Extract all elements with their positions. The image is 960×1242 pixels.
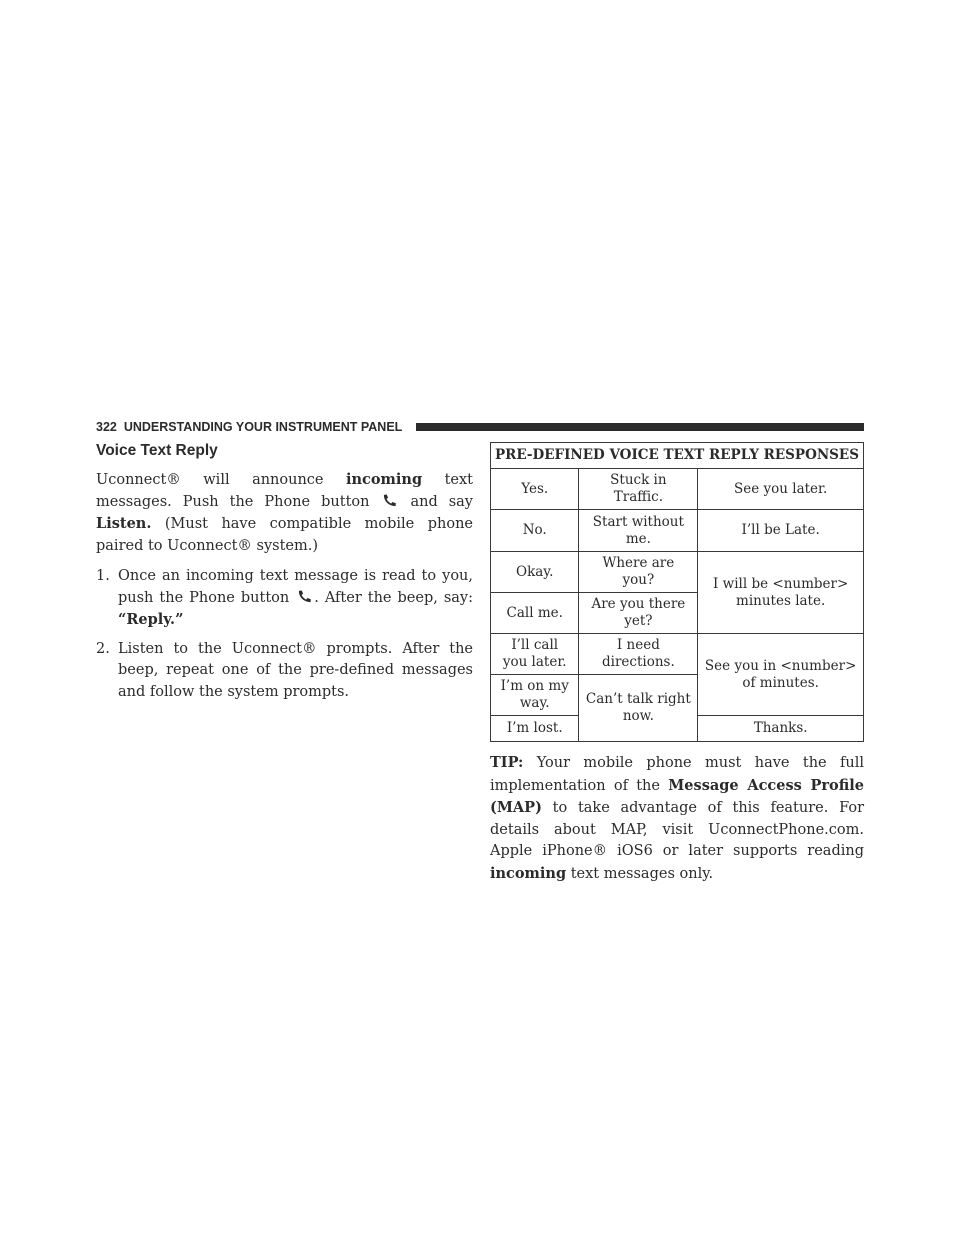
step-1-text-2: . After the beep, say: xyxy=(314,589,474,606)
steps-list xyxy=(96,566,473,703)
table-cell: Can’t talk right now. xyxy=(579,675,698,742)
list-item xyxy=(96,639,473,704)
table-cell: I need directions. xyxy=(579,634,698,675)
intro-text-2: text messages. Push the Phone button xyxy=(96,472,473,510)
table-cell: I’ll be Late. xyxy=(698,510,864,552)
table-row xyxy=(491,552,864,593)
section-heading: Voice Text Reply xyxy=(96,442,218,459)
right-column xyxy=(490,442,864,885)
intro-bold-incoming: incoming xyxy=(346,471,423,488)
page-header xyxy=(96,420,864,434)
page-number: 322 xyxy=(96,420,117,434)
step-1-bold-reply: “Reply.” xyxy=(118,611,184,628)
table-cell: I’m lost. xyxy=(491,716,579,742)
phone-icon xyxy=(297,590,312,603)
tip-bold-map: Message Access Profile (MAP) xyxy=(490,776,864,816)
table-row xyxy=(491,469,864,510)
header-rule xyxy=(416,423,864,431)
table-row xyxy=(491,634,864,675)
table-cell: See you in <number> of minutes. xyxy=(698,634,864,716)
intro-text-3: and say xyxy=(399,493,474,510)
table-cell: Call me. xyxy=(491,593,579,634)
intro-bold-listen: Listen. xyxy=(96,515,152,532)
voice-text-reply-section xyxy=(96,441,473,710)
table-cell: Where are you? xyxy=(579,552,698,593)
step-text xyxy=(118,566,473,632)
table-cell: Are you there yet? xyxy=(579,593,698,634)
tip-bold-incoming: incoming xyxy=(490,864,567,882)
step-number: 1. xyxy=(96,568,110,584)
tip-paragraph xyxy=(490,752,864,885)
phone-icon xyxy=(382,494,397,507)
section-title: UNDERSTANDING YOUR INSTRUMENT PANEL xyxy=(123,420,403,434)
step-text: Listen to the Uconnect® prompts. After the beep, repeat one of the pre-defined messages and follow the system prompts. xyxy=(118,640,473,700)
tip-text-2: to take advantage of this feature. For details about MAP, visit UconnectPhone.com. Apple iPhone® iOS6 or later supports reading xyxy=(490,800,864,859)
list-item xyxy=(96,566,473,632)
intro-paragraph xyxy=(96,469,473,557)
table-row xyxy=(491,510,864,552)
table-cell: Okay. xyxy=(491,552,579,593)
tip-text-3: text messages only. xyxy=(566,865,714,882)
table-title: PRE-DEFINED VOICE TEXT REPLY RESPONSES xyxy=(491,443,864,469)
table-cell: I’ll call you later. xyxy=(491,634,579,675)
intro-text-1: Uconnect® will announce xyxy=(96,472,346,488)
intro-text-4: (Must have compatible mobile phone paired to Uconnect® system.) xyxy=(96,516,473,554)
responses-table xyxy=(490,442,864,742)
step-1-text-1: Once an incoming text message is read to you, push the Phone button xyxy=(118,568,473,606)
tip-text-1: Your mobile phone must have the full implementation of the xyxy=(490,755,864,794)
step-number: 2. xyxy=(96,640,110,657)
table-cell: Thanks. xyxy=(698,716,864,742)
table-cell: Stuck in Traffic. xyxy=(579,469,698,510)
table-cell: Yes. xyxy=(491,469,579,510)
table-cell: Start without me. xyxy=(579,510,698,552)
table-cell: No. xyxy=(491,510,579,552)
table-cell: See you later. xyxy=(698,469,864,510)
table-cell: I will be <number> minutes late. xyxy=(698,552,864,634)
tip-label: TIP: xyxy=(490,754,524,771)
table-cell: I’m on my way. xyxy=(491,675,579,716)
page-header-text xyxy=(96,420,402,434)
